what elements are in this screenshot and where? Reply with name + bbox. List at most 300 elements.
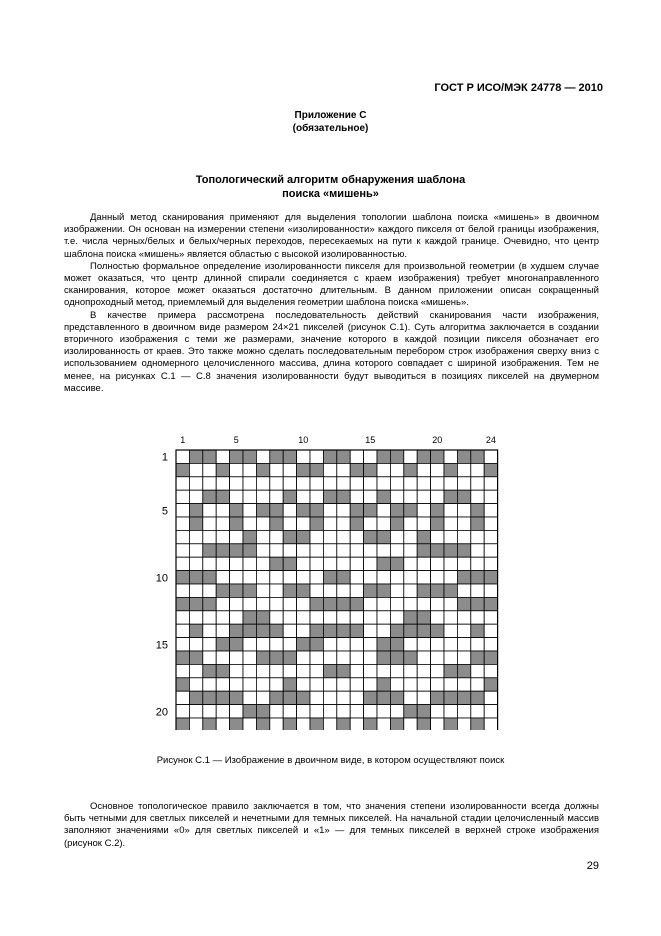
dark-pixel: [230, 544, 243, 557]
light-pixel: [270, 597, 283, 610]
dark-pixel: [256, 718, 269, 730]
light-pixel: [243, 557, 256, 570]
light-pixel: [203, 705, 216, 718]
paragraph: Данный метод сканирования применяют для выделения топологии шаблона поиска «мишень» в двоичном изображении. Он основан на измерении степени «изолированности» каждого пикселя от белой границы изображения, т.е. числа черных/белых и белых/черных переходов, пересекаемых на пути к каждой границе. Очевидно, что центр шаблона поиска «мишень» является областью с высокой изолированностью.: [64, 212, 599, 260]
appendix-status: (обязательное): [292, 123, 369, 134]
dark-pixel: [230, 691, 243, 704]
light-pixel: [364, 624, 377, 637]
light-pixel: [283, 597, 296, 610]
light-pixel: [417, 678, 430, 691]
light-pixel: [377, 611, 390, 624]
light-pixel: [431, 664, 444, 677]
light-pixel: [431, 718, 444, 730]
dark-pixel: [337, 624, 350, 637]
light-pixel: [270, 490, 283, 503]
light-pixel: [297, 705, 310, 718]
light-pixel: [256, 490, 269, 503]
light-pixel: [457, 718, 470, 730]
light-pixel: [404, 477, 417, 490]
light-pixel: [203, 517, 216, 530]
light-pixel: [256, 477, 269, 490]
dark-pixel: [203, 597, 216, 610]
light-pixel: [471, 463, 484, 476]
light-pixel: [283, 477, 296, 490]
light-pixel: [404, 517, 417, 530]
dark-pixel: [243, 584, 256, 597]
dark-pixel: [457, 450, 470, 463]
light-pixel: [256, 691, 269, 704]
light-pixel: [471, 530, 484, 543]
light-pixel: [270, 718, 283, 730]
dark-pixel: [283, 450, 296, 463]
light-pixel: [323, 638, 336, 651]
dark-pixel: [337, 571, 350, 584]
appendix-heading: [0, 109, 661, 135]
light-pixel: [337, 638, 350, 651]
light-pixel: [364, 557, 377, 570]
light-pixel: [189, 638, 202, 651]
light-pixel: [176, 490, 189, 503]
dark-pixel: [471, 718, 484, 730]
dark-pixel: [283, 557, 296, 570]
dark-pixel: [471, 691, 484, 704]
light-pixel: [484, 477, 497, 490]
dark-pixel: [310, 718, 323, 730]
light-pixel: [176, 584, 189, 597]
light-pixel: [377, 544, 390, 557]
light-pixel: [323, 651, 336, 664]
light-pixel: [243, 463, 256, 476]
light-pixel: [444, 638, 457, 651]
light-pixel: [417, 490, 430, 503]
light-pixel: [337, 504, 350, 517]
light-pixel: [323, 517, 336, 530]
light-pixel: [457, 678, 470, 691]
light-pixel: [364, 651, 377, 664]
dark-pixel: [297, 504, 310, 517]
dark-pixel: [243, 530, 256, 543]
light-pixel: [297, 450, 310, 463]
dark-pixel: [310, 517, 323, 530]
dark-pixel: [404, 504, 417, 517]
light-pixel: [310, 490, 323, 503]
standard-header: ГОСТ Р ИСО/МЭК 24778 — 2010: [434, 82, 603, 94]
light-pixel: [323, 504, 336, 517]
dark-pixel: [176, 678, 189, 691]
light-pixel: [323, 477, 336, 490]
light-pixel: [390, 490, 403, 503]
dark-pixel: [444, 490, 457, 503]
light-pixel: [417, 504, 430, 517]
dark-pixel: [189, 450, 202, 463]
light-pixel: [297, 517, 310, 530]
light-pixel: [471, 557, 484, 570]
light-pixel: [337, 611, 350, 624]
dark-pixel: [243, 450, 256, 463]
dark-pixel: [350, 504, 363, 517]
dark-pixel: [404, 463, 417, 476]
light-pixel: [404, 664, 417, 677]
light-pixel: [471, 638, 484, 651]
dark-pixel: [337, 450, 350, 463]
dark-pixel: [310, 624, 323, 637]
dark-pixel: [189, 691, 202, 704]
light-pixel: [444, 450, 457, 463]
dark-pixel: [390, 504, 403, 517]
light-pixel: [283, 571, 296, 584]
dark-pixel: [297, 463, 310, 476]
dark-pixel: [417, 611, 430, 624]
dark-pixel: [243, 544, 256, 557]
light-pixel: [243, 664, 256, 677]
light-pixel: [203, 557, 216, 570]
light-pixel: [310, 611, 323, 624]
light-pixel: [444, 651, 457, 664]
dark-pixel: [216, 584, 229, 597]
dark-pixel: [457, 664, 470, 677]
binary-image-grid: [0, 430, 661, 730]
dark-pixel: [283, 718, 296, 730]
dark-pixel: [471, 517, 484, 530]
dark-pixel: [203, 450, 216, 463]
light-pixel: [283, 664, 296, 677]
dark-pixel: [350, 624, 363, 637]
light-pixel: [444, 624, 457, 637]
light-pixel: [484, 450, 497, 463]
dark-pixel: [337, 490, 350, 503]
light-pixel: [431, 651, 444, 664]
light-pixel: [417, 691, 430, 704]
dark-pixel: [444, 544, 457, 557]
light-pixel: [297, 664, 310, 677]
row-label: 1: [161, 451, 168, 464]
dark-pixel: [337, 664, 350, 677]
dark-pixel: [484, 463, 497, 476]
dark-pixel: [310, 463, 323, 476]
light-pixel: [323, 557, 336, 570]
column-label: 15: [365, 435, 376, 445]
light-pixel: [404, 678, 417, 691]
light-pixel: [297, 544, 310, 557]
light-pixel: [337, 544, 350, 557]
dark-pixel: [457, 490, 470, 503]
light-pixel: [189, 611, 202, 624]
light-pixel: [256, 557, 269, 570]
intro-text: [64, 212, 599, 395]
light-pixel: [189, 678, 202, 691]
dark-pixel: [431, 691, 444, 704]
light-pixel: [216, 611, 229, 624]
light-pixel: [417, 664, 430, 677]
light-pixel: [323, 584, 336, 597]
dark-pixel: [283, 490, 296, 503]
dark-pixel: [350, 597, 363, 610]
dark-pixel: [189, 597, 202, 610]
light-pixel: [216, 450, 229, 463]
dark-pixel: [350, 463, 363, 476]
dark-pixel: [404, 624, 417, 637]
light-pixel: [484, 504, 497, 517]
light-pixel: [203, 504, 216, 517]
dark-pixel: [230, 638, 243, 651]
light-pixel: [203, 463, 216, 476]
paragraph: В качестве примера рассмотрена последовательность действий сканирования части изображения, представленного в двоичном виде размером 24×21 пикселей (рисунок С.1). Суть алгоритма заключается в создании вторичного изображения с теми же размерами, значение которого в каждой позиции пикселя обозначает его изолированность от краев. Это также можно сделать последовательным перебором строк изображения сверху вниз с использованием одномерного целочисленного массива, длина которого совпадает с шириной изображения. Тем не менее, на рисунках С.1 — С.8 значения изолированности будут выводиться в позициях пикселей на двумерном массиве.: [64, 309, 599, 394]
light-pixel: [457, 651, 470, 664]
light-pixel: [404, 571, 417, 584]
light-pixel: [243, 638, 256, 651]
light-pixel: [203, 678, 216, 691]
light-pixel: [243, 504, 256, 517]
light-pixel: [189, 664, 202, 677]
light-pixel: [457, 530, 470, 543]
dark-pixel: [203, 718, 216, 730]
closing-text: [64, 801, 599, 850]
dark-pixel: [471, 651, 484, 664]
dark-pixel: [417, 718, 430, 730]
light-pixel: [484, 611, 497, 624]
light-pixel: [230, 664, 243, 677]
light-pixel: [364, 597, 377, 610]
light-pixel: [377, 477, 390, 490]
light-pixel: [350, 530, 363, 543]
dark-pixel: [444, 584, 457, 597]
light-pixel: [390, 611, 403, 624]
dark-pixel: [310, 504, 323, 517]
dark-pixel: [337, 597, 350, 610]
row-label: 5: [161, 505, 168, 518]
dark-pixel: [297, 584, 310, 597]
light-pixel: [310, 584, 323, 597]
light-pixel: [270, 463, 283, 476]
light-pixel: [230, 477, 243, 490]
light-pixel: [444, 517, 457, 530]
light-pixel: [310, 651, 323, 664]
light-pixel: [230, 490, 243, 503]
dark-pixel: [417, 624, 430, 637]
light-pixel: [256, 584, 269, 597]
dark-pixel: [431, 504, 444, 517]
light-pixel: [444, 597, 457, 610]
dark-pixel: [377, 678, 390, 691]
light-pixel: [256, 678, 269, 691]
light-pixel: [216, 530, 229, 543]
light-pixel: [471, 490, 484, 503]
light-pixel: [431, 463, 444, 476]
light-pixel: [203, 651, 216, 664]
light-pixel: [337, 557, 350, 570]
light-pixel: [444, 678, 457, 691]
light-pixel: [390, 584, 403, 597]
light-pixel: [297, 571, 310, 584]
dark-pixel: [377, 490, 390, 503]
light-pixel: [283, 504, 296, 517]
dark-pixel: [176, 571, 189, 584]
light-pixel: [350, 557, 363, 570]
light-pixel: [444, 504, 457, 517]
figure-caption: Рисунок С.1 — Изображение в двоичном виде, в котором осуществляют поиск: [156, 755, 505, 766]
dark-pixel: [377, 450, 390, 463]
dark-pixel: [216, 490, 229, 503]
light-pixel: [457, 463, 470, 476]
light-pixel: [310, 450, 323, 463]
light-pixel: [444, 705, 457, 718]
dark-pixel: [444, 664, 457, 677]
light-pixel: [337, 705, 350, 718]
light-pixel: [270, 544, 283, 557]
dark-pixel: [243, 705, 256, 718]
light-pixel: [390, 544, 403, 557]
light-pixel: [297, 477, 310, 490]
light-pixel: [283, 638, 296, 651]
light-pixel: [297, 490, 310, 503]
dark-pixel: [270, 517, 283, 530]
light-pixel: [243, 651, 256, 664]
light-pixel: [216, 571, 229, 584]
light-pixel: [390, 664, 403, 677]
dark-pixel: [270, 624, 283, 637]
light-pixel: [230, 705, 243, 718]
dark-pixel: [256, 624, 269, 637]
light-pixel: [256, 517, 269, 530]
light-pixel: [176, 705, 189, 718]
light-pixel: [471, 705, 484, 718]
light-pixel: [283, 517, 296, 530]
light-pixel: [404, 530, 417, 543]
dark-pixel: [390, 651, 403, 664]
dark-pixel: [390, 517, 403, 530]
light-pixel: [364, 638, 377, 651]
light-pixel: [364, 490, 377, 503]
light-pixel: [350, 638, 363, 651]
light-pixel: [189, 705, 202, 718]
light-pixel: [256, 544, 269, 557]
column-label: 5: [233, 435, 239, 445]
light-pixel: [256, 597, 269, 610]
binary-image-figure: [0, 430, 661, 735]
light-pixel: [176, 450, 189, 463]
light-pixel: [390, 463, 403, 476]
light-pixel: [350, 477, 363, 490]
light-pixel: [203, 477, 216, 490]
light-pixel: [283, 624, 296, 637]
dark-pixel: [364, 584, 377, 597]
light-pixel: [444, 571, 457, 584]
light-pixel: [256, 571, 269, 584]
dark-pixel: [431, 624, 444, 637]
light-pixel: [270, 530, 283, 543]
light-pixel: [457, 504, 470, 517]
dark-pixel: [270, 691, 283, 704]
light-pixel: [297, 651, 310, 664]
light-pixel: [230, 597, 243, 610]
light-pixel: [337, 691, 350, 704]
light-pixel: [216, 477, 229, 490]
light-pixel: [364, 611, 377, 624]
dark-pixel: [390, 691, 403, 704]
light-pixel: [350, 691, 363, 704]
light-pixel: [390, 477, 403, 490]
light-pixel: [310, 557, 323, 570]
light-pixel: [417, 477, 430, 490]
light-pixel: [377, 504, 390, 517]
light-pixel: [243, 477, 256, 490]
light-pixel: [216, 678, 229, 691]
dark-pixel: [270, 504, 283, 517]
light-pixel: [270, 477, 283, 490]
dark-pixel: [310, 597, 323, 610]
light-pixel: [176, 691, 189, 704]
dark-pixel: [203, 691, 216, 704]
light-pixel: [256, 638, 269, 651]
dark-pixel: [457, 544, 470, 557]
light-pixel: [417, 638, 430, 651]
light-pixel: [337, 530, 350, 543]
light-pixel: [230, 651, 243, 664]
dark-pixel: [203, 571, 216, 584]
light-pixel: [230, 530, 243, 543]
light-pixel: [230, 571, 243, 584]
light-pixel: [364, 678, 377, 691]
light-pixel: [417, 651, 430, 664]
dark-pixel: [471, 571, 484, 584]
dark-pixel: [364, 691, 377, 704]
light-pixel: [297, 678, 310, 691]
dark-pixel: [230, 584, 243, 597]
dark-pixel: [377, 651, 390, 664]
light-pixel: [431, 705, 444, 718]
row-label: 15: [155, 639, 168, 652]
light-pixel: [417, 463, 430, 476]
light-pixel: [310, 691, 323, 704]
dark-pixel: [256, 463, 269, 476]
dark-pixel: [310, 638, 323, 651]
dark-pixel: [377, 530, 390, 543]
light-pixel: [431, 477, 444, 490]
dark-pixel: [364, 530, 377, 543]
dark-pixel: [189, 651, 202, 664]
light-pixel: [256, 664, 269, 677]
light-pixel: [404, 544, 417, 557]
light-pixel: [390, 530, 403, 543]
dark-pixel: [176, 718, 189, 730]
light-pixel: [230, 611, 243, 624]
dark-pixel: [323, 571, 336, 584]
light-pixel: [350, 571, 363, 584]
dark-pixel: [189, 504, 202, 517]
light-pixel: [189, 463, 202, 476]
light-pixel: [337, 517, 350, 530]
light-pixel: [390, 571, 403, 584]
light-pixel: [297, 557, 310, 570]
light-pixel: [457, 611, 470, 624]
light-pixel: [431, 571, 444, 584]
light-pixel: [216, 504, 229, 517]
light-pixel: [310, 544, 323, 557]
dark-pixel: [404, 611, 417, 624]
light-pixel: [444, 611, 457, 624]
light-pixel: [444, 530, 457, 543]
dark-pixel: [283, 691, 296, 704]
light-pixel: [484, 517, 497, 530]
light-pixel: [431, 638, 444, 651]
dark-pixel: [404, 705, 417, 718]
dark-pixel: [243, 611, 256, 624]
dark-pixel: [377, 691, 390, 704]
light-pixel: [230, 557, 243, 570]
light-pixel: [364, 571, 377, 584]
dark-pixel: [283, 530, 296, 543]
light-pixel: [323, 718, 336, 730]
